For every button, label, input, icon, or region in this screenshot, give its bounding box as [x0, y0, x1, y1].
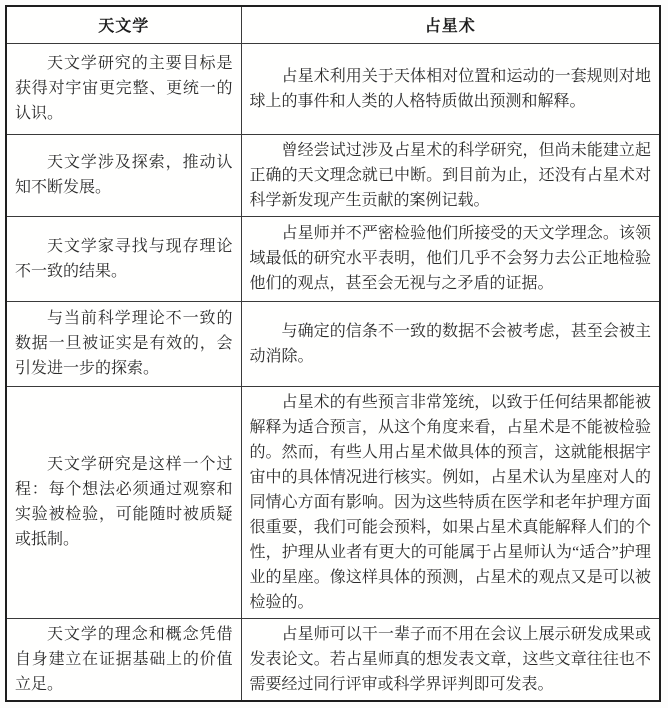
column-header-astronomy: 天文学 [6, 6, 241, 43]
column-header-astrology: 占星术 [241, 6, 660, 43]
table-row [6, 43, 660, 134]
table-header-row [6, 6, 660, 43]
astrology-cell [241, 386, 660, 618]
astronomy-cell [6, 43, 241, 134]
table-row [6, 134, 660, 216]
table-row [6, 301, 660, 386]
cell-text: 与当前科学理论不一致的数据一旦被证实是有效的，会引发进一步的探索。 [15, 310, 233, 377]
cell-text: 天文学研究是这样一个过程：每个想法必须通过观察和实验被检验，可能随时被质疑或抵制。 [15, 456, 233, 548]
table-row [6, 618, 660, 701]
astrology-cell [241, 301, 660, 386]
astronomy-astrology-comparison-table [5, 5, 661, 702]
cell-text: 与确定的信条不一致的数据不会被考虑，甚至会被主动消除。 [249, 322, 651, 365]
cell-text: 占星术利用关于天体相对位置和运动的一套规则对地球上的事件和人类的人格特质做出预测和解释。 [249, 67, 651, 110]
astronomy-cell [6, 386, 241, 618]
astrology-cell [241, 134, 660, 216]
astrology-cell [241, 216, 660, 301]
astronomy-cell [6, 618, 241, 701]
astronomy-cell [6, 216, 241, 301]
astrology-cell [241, 43, 660, 134]
cell-text: 天文学涉及探索，推动认知不断发展。 [15, 154, 233, 196]
cell-text: 天文学家寻找与现存理论不一致的结果。 [15, 237, 233, 280]
cell-text: 占星术的有些预言非常笼统，以致于任何结果都能被解释为适合预言，从这个角度来看，占星术是不能被检验的。然而，有些人用占星术做具体的预言，这就能根据宇宙中的具体情况进行核实。例如，占星术认为星座对人的同情心方面有影响。因为这些特质在医学和老年护理方面很重要，我们可能会预料，如果占星术真能解释人们的个性，护理从业者有更大的可能属于占星师认为“适合”护理业的星座。像这样具体的预测，占星术的观点又是可以被检验的。 [249, 393, 651, 611]
cell-text: 曾经尝试过涉及占星术的科学研究，但尚未能建立起正确的天文理念就已中断。到目前为止，还没有占星术对科学新发现产生贡献的案例记载。 [249, 141, 651, 209]
table-row [6, 216, 660, 301]
astronomy-cell [6, 301, 241, 386]
cell-text: 占星师可以干一辈子而不用在会议上展示研发成果或发表论文。若占星师真的想发表文章，这些文章往往也不需要经过同行评审或科学界评判即可发表。 [249, 625, 651, 693]
astrology-cell [241, 618, 660, 701]
cell-text: 天文学的理念和概念凭借自身建立在证据基础上的价值立足。 [15, 625, 233, 693]
astronomy-cell [6, 134, 241, 216]
cell-text: 天文学研究的主要目标是获得对宇宙更完整、更统一的认识。 [15, 55, 233, 122]
cell-text: 占星师并不严密检验他们所接受的天文学理念。该领域最低的研究水平表明，他们几乎不会努力去公正地检验他们的观点，甚至会无视与之矛盾的证据。 [249, 225, 651, 292]
table-row [6, 386, 660, 618]
